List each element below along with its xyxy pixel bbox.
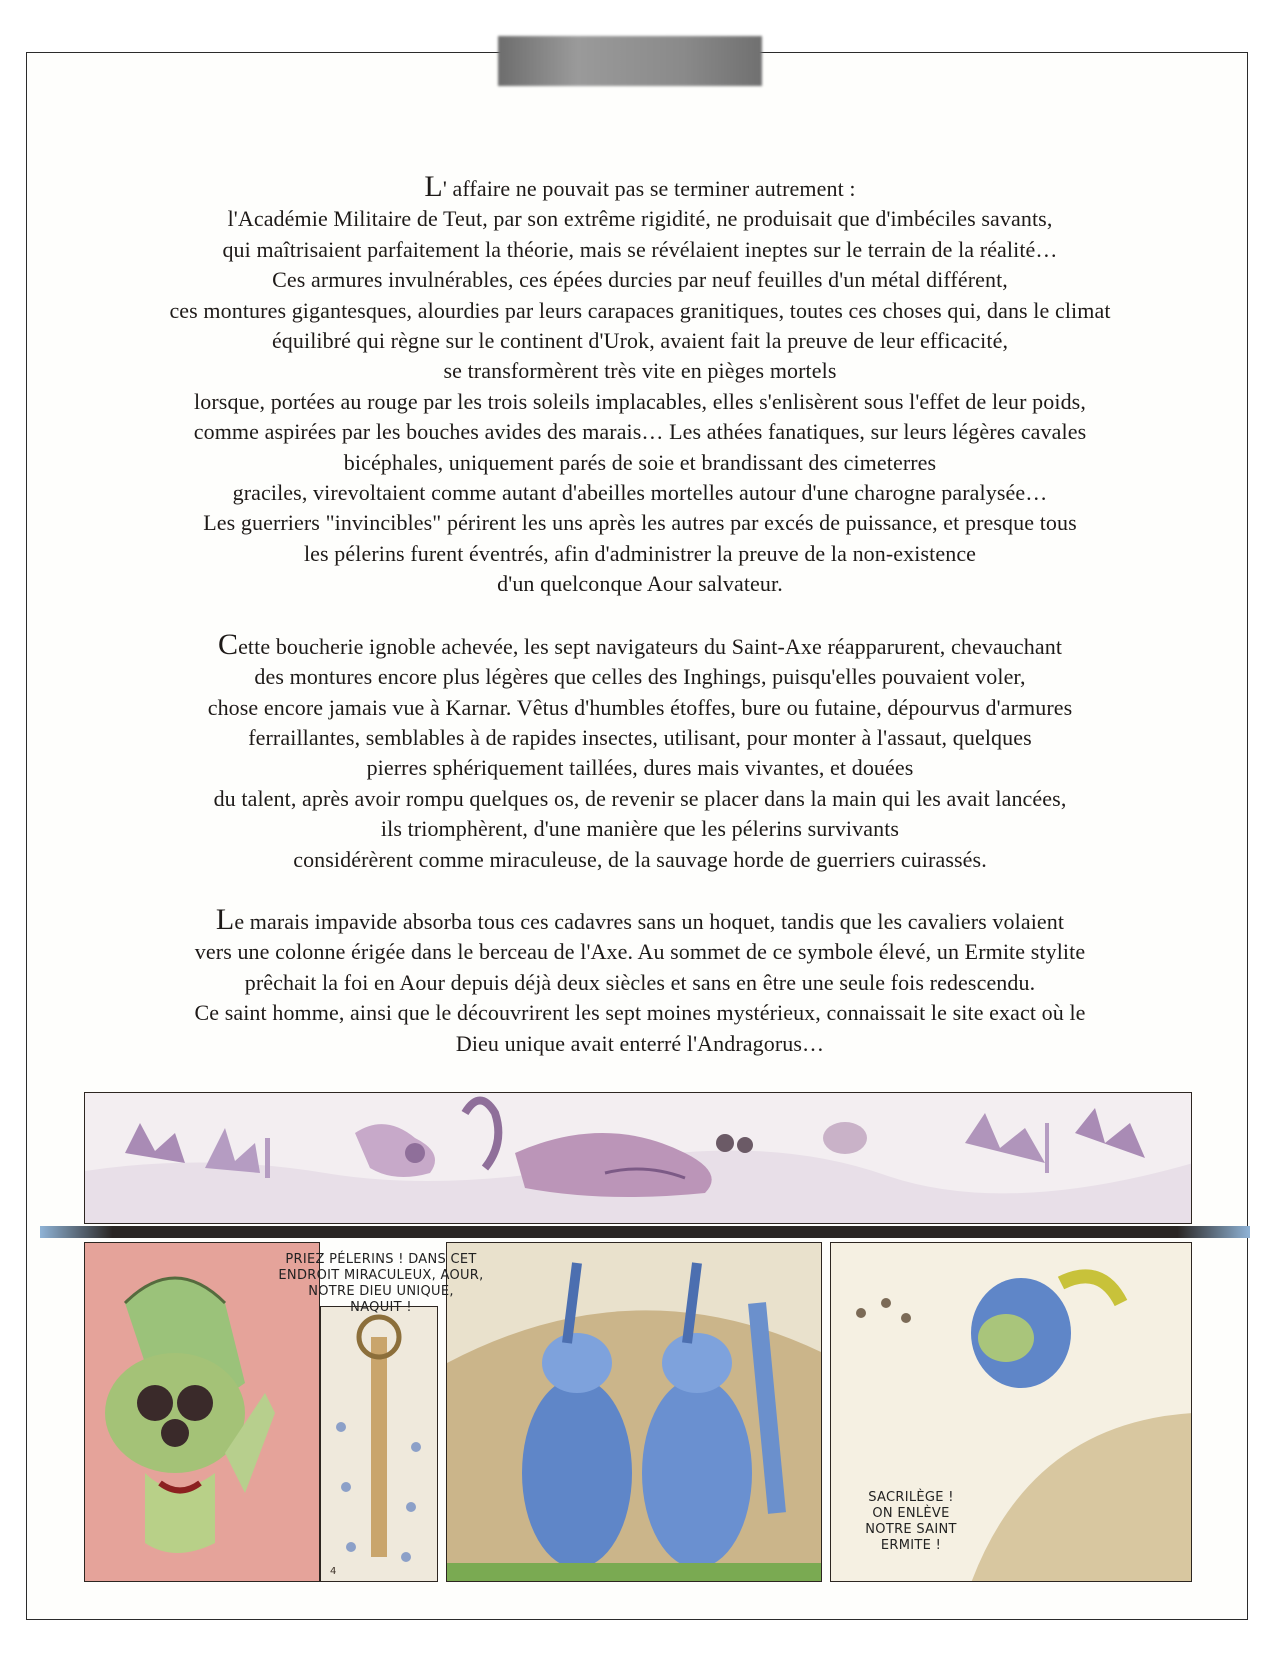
story-text [60,172,1220,1089]
comic-strip-top [84,1092,1192,1224]
paragraph-3 [60,902,1220,1059]
text-line: Les guerriers "invincibles" périrent les uns après les autres par excés de puissance, et presque tous [203,510,1077,536]
landscape-illustration [85,1093,1192,1224]
text-line: d'un quelconque Aour salvateur. [497,571,783,597]
text-line: comme aspirées par les bouches avides des marais… Les athées fanatiques, sur leurs légères cavales [193,419,1087,445]
drop-cap: L [424,170,443,203]
paragraph-2 [60,627,1220,875]
text-line: Ce saint homme, ainsi que le découvrirent les sept moines mystérieux, connaissait le site exact où le [194,1000,1086,1026]
comic-panel-column [320,1306,438,1582]
text-line: chose encore jamais vue à Karnar. Vêtus d'humbles étoffes, bure ou futaine, dépourvus d'armures [207,694,1073,720]
text-line: considérèrent comme miraculeuse, de la sauvage horde de guerriers cuirassés. [293,846,987,872]
drop-cap: C [217,627,239,661]
text-line: ferraillantes, semblables à de rapides insectes, utilisant, pour monter à l'assaut, quelques [248,724,1032,750]
text-line: Dieu unique avait enterré l'Andragorus… [455,1030,825,1056]
text-line: vers une colonne érigée dans le berceau de l'Axe. Au sommet de ce symbole élevé, un Ermite stylite [194,939,1086,965]
text-line: graciles, virevoltaient comme autant d'abeilles mortelles autour d'une charogne paralysée… [232,480,1048,506]
strip-divider-bar [40,1226,1250,1238]
text-line: ces montures gigantesques, alourdies par leurs carapaces granitiques, toutes ces choses qui, dans le climat [169,297,1111,323]
column-illustration [321,1307,438,1582]
text-line: qui maîtrisaient parfaitement la théorie, mais se révélaient ineptes sur le terrain de la réalité… [222,236,1058,262]
text-line: bicéphales, uniquement parés de soie et brandissant des cimeterres [343,449,937,475]
drop-cap: L [215,902,235,936]
text-line: l'Académie Militaire de Teut, par son extrême rigidité, ne produisait que d'imbéciles savants, [227,206,1053,232]
speech-bubble-sacrilege: SACRILÈGE ! ON ENLÈVE NOTRE SAINT ERMITE ! [865,1490,957,1553]
text-line: L' affaire ne pouvait pas se terminer autrement : [424,170,856,203]
text-line: des montures encore plus légères que celles des Inghings, puisqu'elles pouvaient voler, [254,664,1026,690]
text-line: lorsque, portées au rouge par les trois soleils implacables, elles s'enlisèrent sous l'effet de leur poids, [194,388,1086,414]
speech-bubble-hermit: PRIEZ PÉLERINS ! DANS CET ENDROIT MIRACULEUX, AOUR, NOTRE DIEU UNIQUE, NAQUIT ! [278,1252,484,1315]
blurred-header-tab [498,36,762,86]
text-line: équilibré qui règne sur le continent d'Urok, avaient fait la preuve de leur efficacité, [271,328,1009,354]
text-line: prêchait la foi en Aour depuis déjà deux siècles et sans en être une seule fois redescendu. [244,969,1036,995]
text-line: du talent, après avoir rompu quelques os, de revenir se placer dans la main qui les avait lancées, [213,785,1067,811]
text-line: Le marais impavide absorba tous ces cadavres sans un hoquet, tandis que les cavaliers volaient [215,902,1065,936]
text-line: Ces armures invulnérables, ces épées durcies par neuf feuilles d'un métal différent, [272,267,1008,293]
text-line: ils triomphèrent, d'une manière que les pélerins survivants [380,816,900,842]
text-line: les pélerins furent éventrés, afin d'administrer la preuve de la non-existence [303,540,977,566]
text-line: se transformèrent très vite en pièges mortels [443,358,837,384]
panel-number: 4 [330,1566,337,1577]
text-line: pierres sphériquement taillées, dures mais vivantes, et douées [366,755,914,781]
paragraph-1 [60,172,1220,600]
text-line: Cette boucherie ignoble achevée, les sept navigateurs du Saint-Axe réapparurent, chevauchant [217,627,1063,661]
